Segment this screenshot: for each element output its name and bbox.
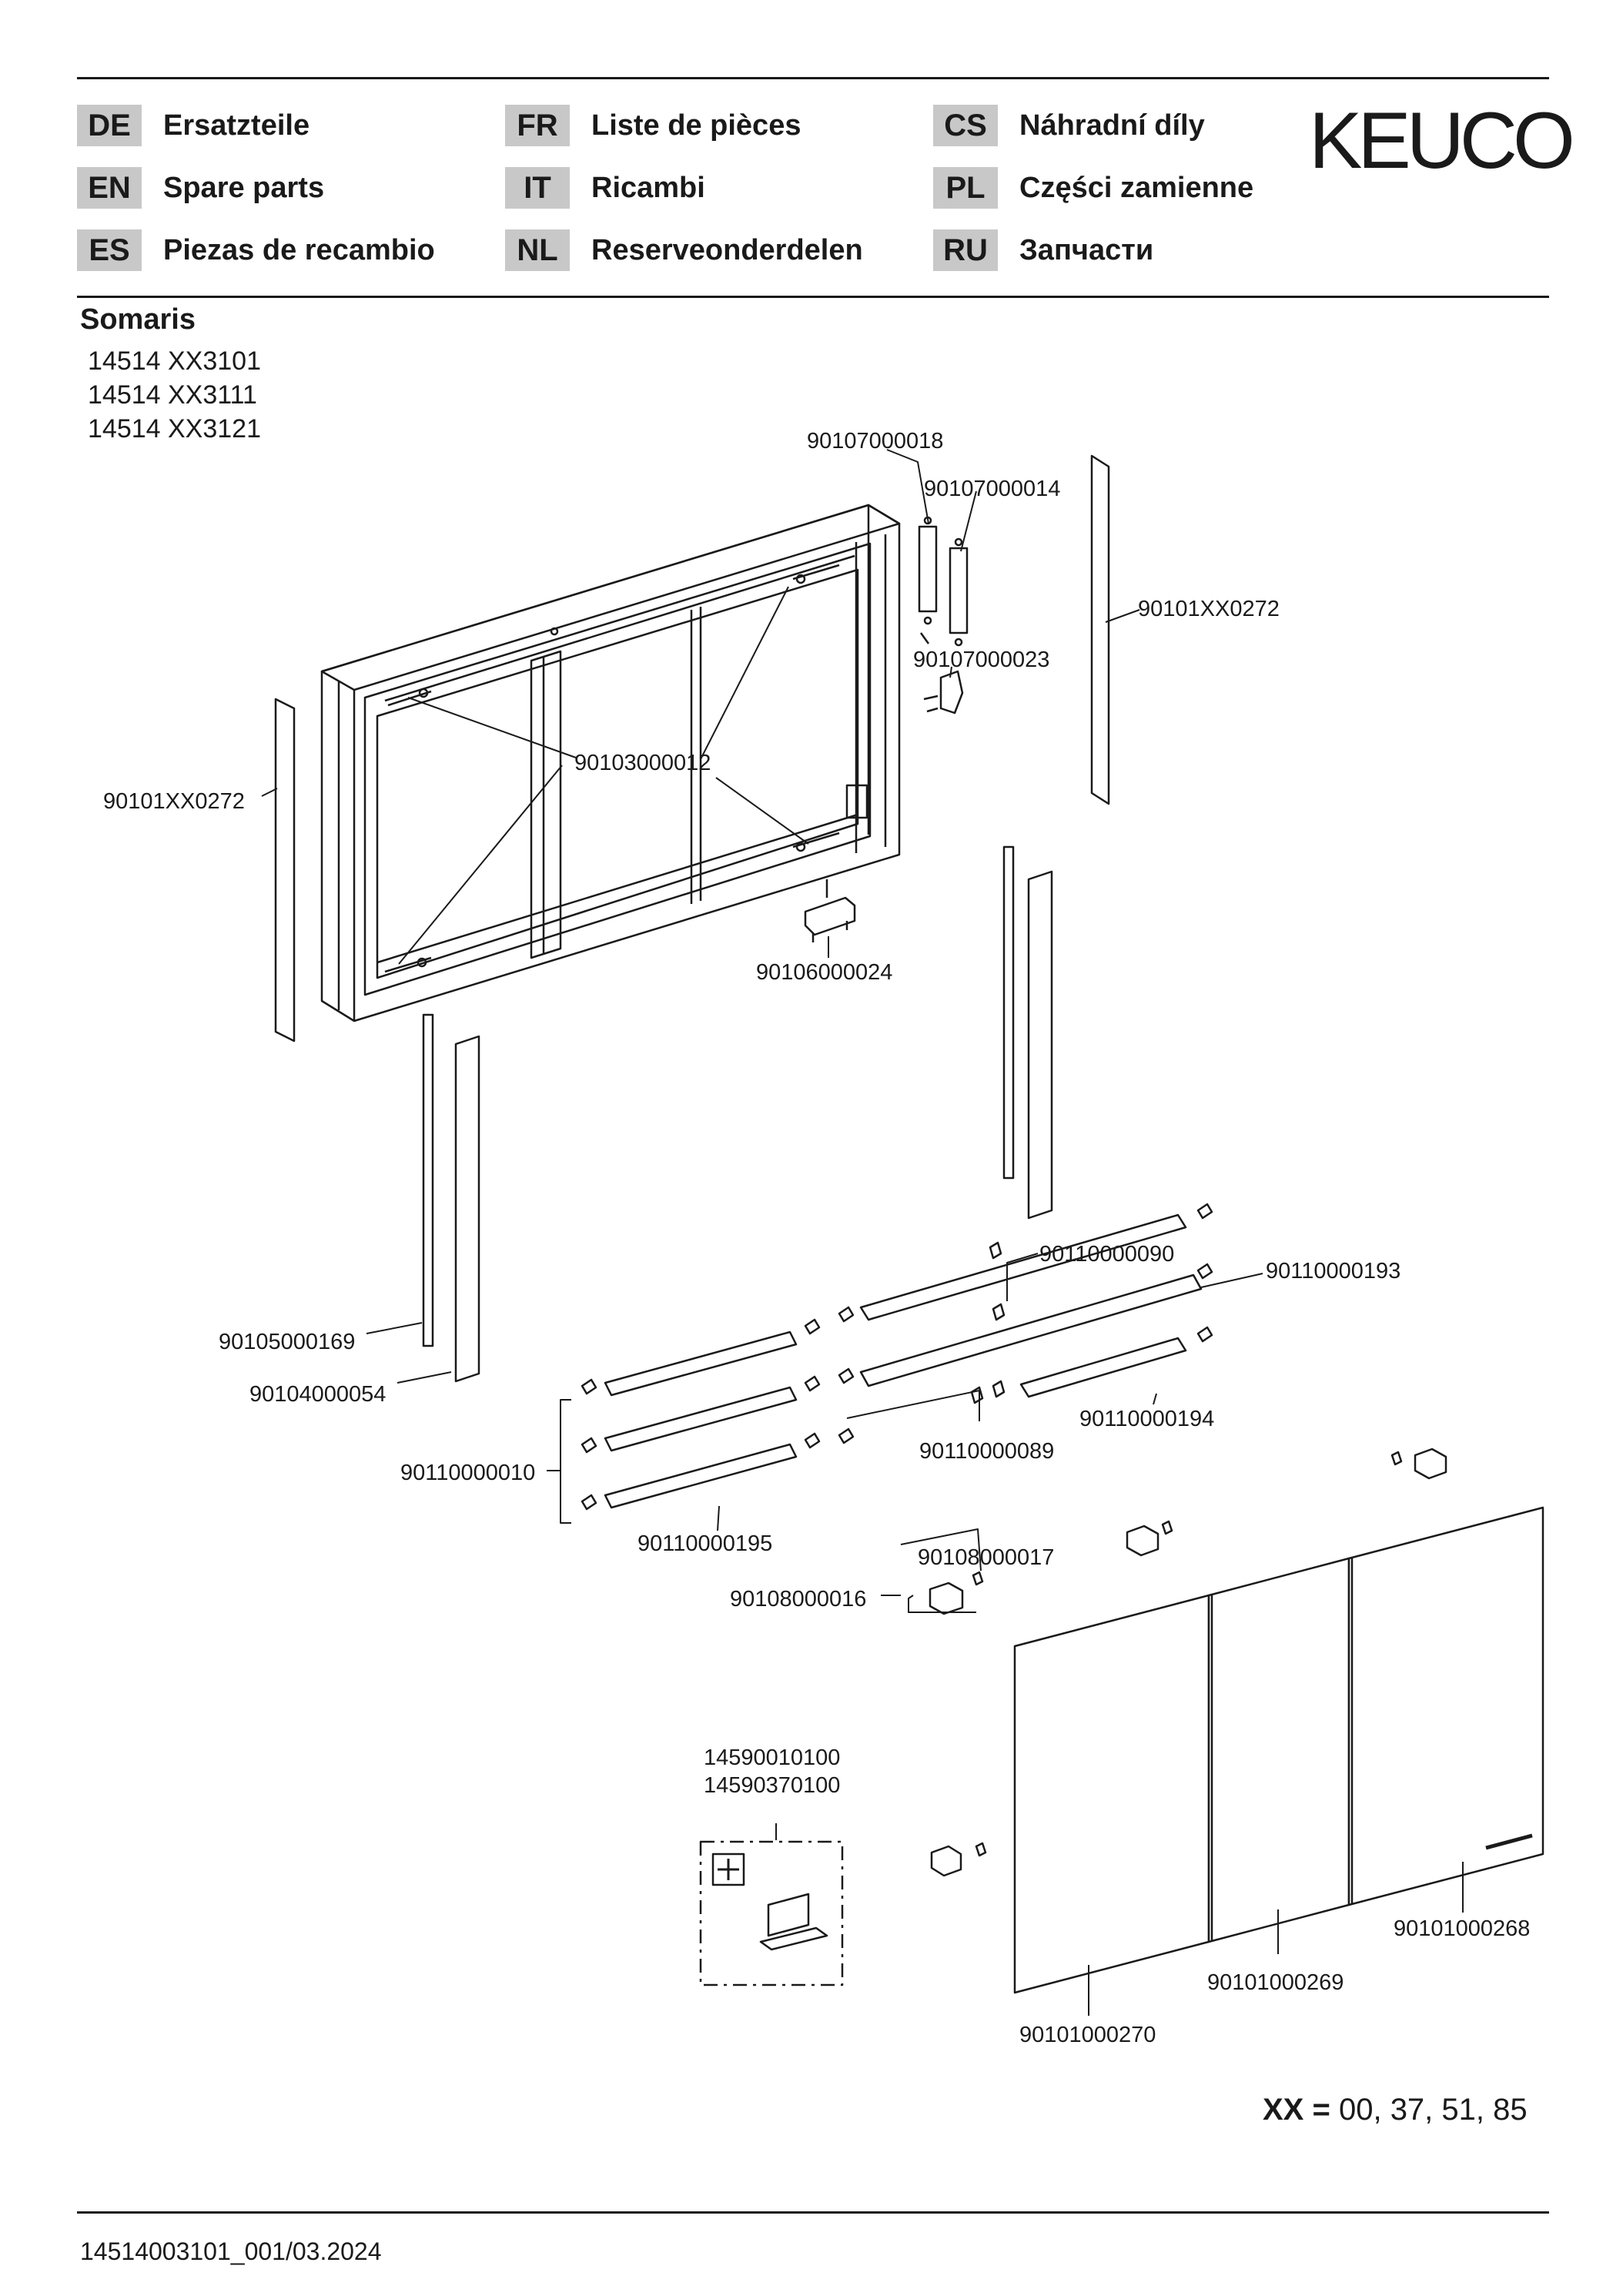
- bottom-bracket: [805, 879, 855, 942]
- part-label: 90108000017: [918, 1545, 1055, 1570]
- door-left: [1015, 1595, 1209, 1993]
- part-label: 90105000169: [219, 1330, 356, 1354]
- lang-label: Reserveonderdelen: [591, 233, 863, 266]
- lang-label: Запчасти: [1019, 233, 1154, 266]
- lang-code: EN: [77, 167, 142, 209]
- lang-label: Liste de pièces: [591, 109, 801, 142]
- model-number: 14514 XX3111: [88, 380, 257, 410]
- part-label: 90103000012: [574, 751, 711, 775]
- side-panel-right: [1092, 456, 1109, 804]
- shelf-right-3: [1021, 1338, 1186, 1397]
- lang-code: NL: [505, 229, 570, 271]
- accessory-box: [701, 1842, 842, 1985]
- lang-code: DE: [77, 105, 142, 146]
- color-code-legend: [1263, 2093, 1528, 2127]
- part-label: 90110000193: [1266, 1259, 1401, 1284]
- cover-profile-right: [1029, 872, 1052, 1218]
- mount-rail-parts: [919, 517, 967, 713]
- part-label: 90110000010: [400, 1461, 536, 1485]
- side-panel-left: [276, 699, 294, 1041]
- lang-code: ES: [77, 229, 142, 271]
- lang-label: Piezas de recambio: [163, 233, 435, 266]
- part-label: 90101XX0272: [103, 789, 245, 814]
- lang-code: PL: [933, 167, 998, 209]
- lang-label: Ricambi: [591, 171, 705, 204]
- lang-code: IT: [505, 167, 570, 209]
- door-middle: [1209, 1558, 1349, 1942]
- lang-code: RU: [933, 229, 998, 271]
- keuco-logo: KEUCO: [1309, 96, 1571, 186]
- door-right: [1349, 1508, 1543, 1905]
- tray-icon: [761, 1894, 827, 1950]
- part-label: 90107000014: [924, 477, 1061, 501]
- part-label: 90101XX0272: [1138, 597, 1280, 621]
- lang-code: FR: [505, 105, 570, 146]
- shelf-right-1: [861, 1215, 1186, 1320]
- part-label: 90101000270: [1019, 2023, 1156, 2047]
- part-label: 90101000268: [1394, 1916, 1531, 1941]
- part-label: 14590010100: [704, 1745, 841, 1770]
- part-label: 90110000195: [637, 1531, 773, 1556]
- lang-label: Części zamienne: [1019, 171, 1254, 204]
- product-name: Somaris: [80, 303, 196, 336]
- part-label: 90110000089: [919, 1439, 1055, 1464]
- shelf-left-2: [605, 1387, 796, 1451]
- part-label: 14590370100: [704, 1773, 841, 1798]
- led-strip-left: [423, 1015, 433, 1346]
- document-number: 14514003101_001/03.2024: [80, 2237, 382, 2265]
- model-number: 14514 XX3101: [88, 346, 261, 376]
- part-label: 90107000023: [913, 648, 1050, 672]
- part-label: 90104000054: [249, 1382, 387, 1407]
- part-label: 90106000024: [756, 960, 893, 985]
- part-label: 90101000269: [1207, 1970, 1344, 1995]
- lang-code: CS: [933, 105, 998, 146]
- part-label: 90108000016: [730, 1587, 867, 1612]
- cover-profile-left: [456, 1036, 479, 1381]
- lang-label: Náhradní díly: [1019, 109, 1205, 142]
- part-label: 90110000194: [1079, 1407, 1215, 1431]
- lang-label: Ersatzteile: [163, 109, 310, 142]
- lang-label: Spare parts: [163, 171, 325, 204]
- shelf-left-3: [605, 1444, 796, 1508]
- xx-values: 00, 37, 51, 85: [1338, 2093, 1528, 2127]
- led-strip-right: [1004, 847, 1013, 1178]
- xx-label: XX =: [1263, 2093, 1330, 2127]
- part-label: 90110000090: [1039, 1242, 1175, 1267]
- part-label: 90107000018: [807, 429, 944, 454]
- shelf-left-1: [605, 1332, 796, 1395]
- model-number: 14514 XX3121: [88, 414, 261, 443]
